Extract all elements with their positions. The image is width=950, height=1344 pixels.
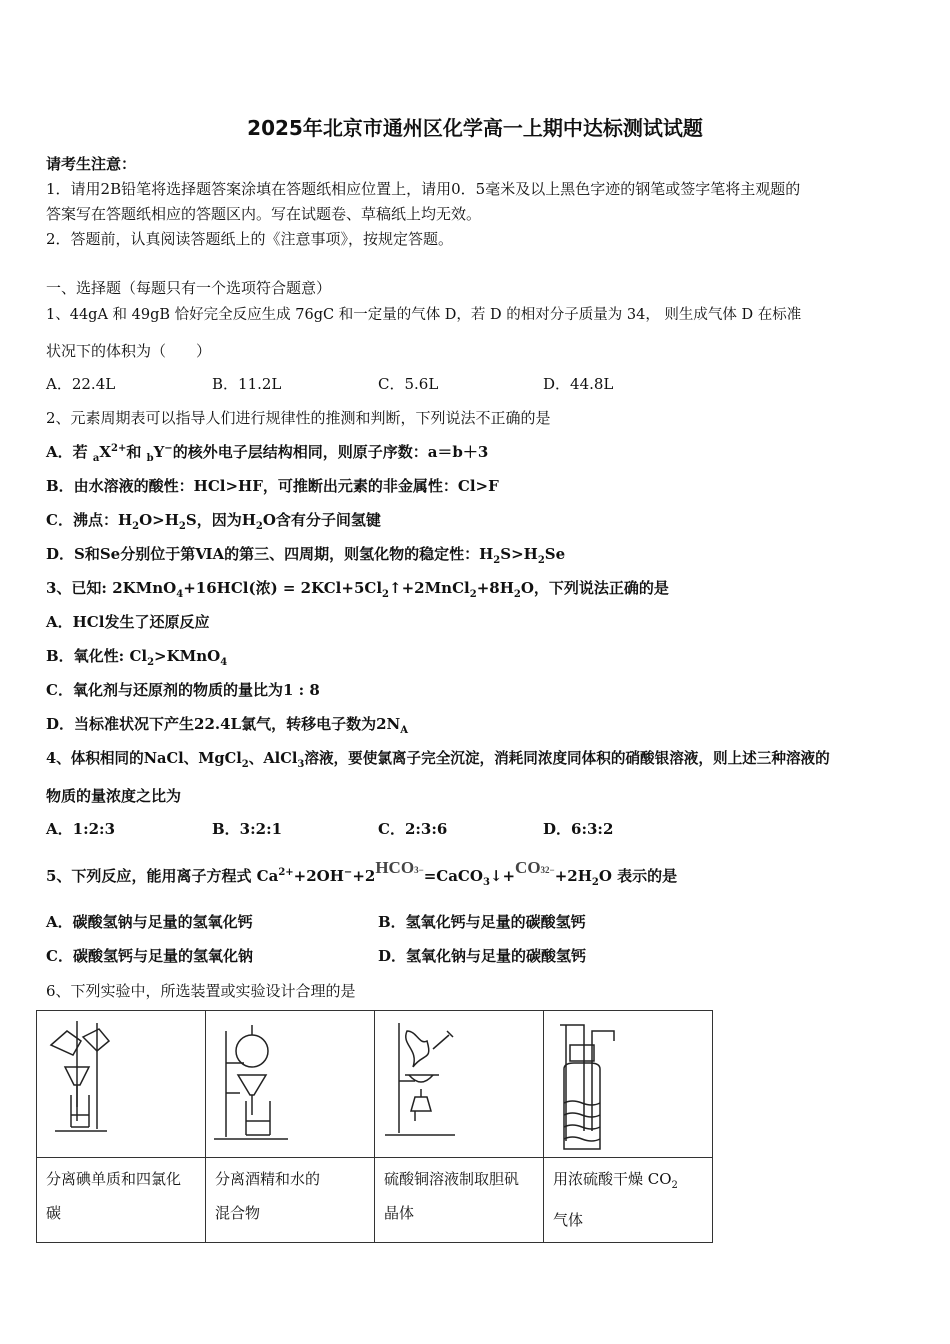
q4-option-c[interactable]: C．2:3:6: [378, 820, 448, 838]
q4-sub-2: 2: [241, 758, 249, 770]
q2-c-post: O含有分子间氢键: [262, 511, 381, 529]
q3-stem-m3: +8H: [476, 579, 514, 597]
q4-stem-b: 物质的量浓度之比为: [46, 787, 182, 805]
section-heading: 一、选择题（每题只有一个选项符合题意）: [46, 279, 332, 297]
q2-stem: 2、元素周期表可以指导人们进行规律性的推测和判断，下列说法不正确的是: [46, 409, 551, 427]
q4-option-d[interactable]: D．6:3:2: [543, 820, 614, 838]
q5-oh-charge: −: [343, 867, 353, 878]
notice-item-1a: 1．请用2B铅笔将选择题答案涂填在答题纸相应位置上，请用0．5毫米及以上黑色字迹的钢笔或签字笔将主观题的: [46, 180, 801, 198]
notice-item-2: 2．答题前，认真阅读答题纸上的《注意事项》，按规定答题。: [46, 230, 454, 248]
q5-m2: +2: [352, 867, 376, 885]
q6-caption-3-line1: 硫酸铜溶液制取胆矾: [384, 1170, 520, 1188]
q5-m5-sub: 2: [591, 877, 599, 888]
q5-option-b[interactable]: B．氢氧化钙与足量的碳酸氢钙: [378, 913, 586, 931]
q6-caption-2-line1: 分离酒精和水的: [215, 1170, 321, 1188]
q6-caption-4-line2: 气体: [553, 1211, 584, 1229]
q2-c-mid2: S，因为H: [185, 511, 256, 529]
q5-m3-sub: 3: [482, 877, 490, 888]
q3-sub-2a: 2: [382, 589, 389, 600]
q6-caption-4-sub: 2: [671, 1180, 678, 1191]
q2-d-post: Se: [544, 545, 566, 563]
q6-cell-image-4[interactable]: [544, 1011, 713, 1158]
q3-option-d[interactable]: [46, 713, 408, 736]
q2-option-a[interactable]: [46, 441, 488, 464]
q4-stem-post: 溶液，要使氯离子完全沉淀，消耗同浓度同体积的硝酸银溶液，则上述三种溶液的: [304, 750, 830, 767]
q3-d-pre: D．当标准状况下产生22.4L氯气，转移电子数为2N: [46, 715, 401, 733]
q2-option-d[interactable]: [46, 543, 565, 566]
q5-hco3-sub: 3: [414, 865, 419, 875]
q3-d-sub: A: [400, 725, 409, 736]
q5-carbonate-ion: [515, 858, 555, 877]
q3-stem-m1: +16HCl(浓) = 2KCl+5Cl: [183, 579, 383, 597]
q2-c-sub-1: 2: [132, 521, 140, 532]
q6-caption-1: [37, 1158, 206, 1243]
q2-c-mid: O>H: [139, 511, 179, 529]
q2-a-x-charge: 2+: [111, 443, 127, 454]
q4-option-a[interactable]: A．1:2:3: [46, 820, 116, 838]
q5-option-c[interactable]: C．碳酸氢钙与足量的氢氧化钠: [46, 947, 253, 965]
q3-stem: [46, 577, 669, 600]
q2-a-y-charge: −: [164, 443, 173, 454]
q2-a-pre: A．若: [46, 443, 93, 461]
q4-stem-pre: 4、体积相同的NaCl、MgCl: [46, 750, 242, 767]
q3-option-c[interactable]: C．氧化剂与还原剂的物质的量比为1 : 8: [46, 681, 320, 699]
separatory-funnel-icon: [206, 1011, 374, 1157]
q6-caption-2: [206, 1158, 375, 1243]
q3-option-b[interactable]: [46, 645, 227, 668]
q6-caption-4: [544, 1158, 713, 1243]
q2-a-and: 和: [126, 443, 147, 461]
q4-stem-mid: 、AlCl: [248, 750, 298, 767]
q2-c-sub-2: 2: [178, 521, 186, 532]
q1-option-c[interactable]: C．5.6L: [378, 375, 439, 393]
notice-heading: 请考生注意：: [46, 155, 137, 173]
q6-caption-3-line2: 晶体: [384, 1204, 415, 1222]
q3-stem-m2: ↑+2MnCl: [389, 579, 470, 597]
q5-stem: [46, 858, 678, 888]
q2-a-x: X: [99, 443, 111, 461]
q3-stem-pre: 3、已知: 2KMnO: [46, 579, 177, 597]
q3-b-mid: >KMnO: [154, 647, 221, 665]
q3-sub-2c: 2: [513, 589, 521, 600]
q2-a-number: a: [92, 453, 100, 464]
q1-stem-b: 状况下的体积为（ ）: [46, 342, 212, 360]
q6-caption-1-line1: 分离碘单质和四氯化: [46, 1170, 182, 1188]
q2-option-c[interactable]: [46, 509, 381, 532]
q2-c-pre: C．沸点：H: [46, 511, 133, 529]
q4-stem-a: [46, 747, 830, 770]
q2-a-post: 的核外电子层结构相同，则原子序数：a＝b＋3: [172, 443, 489, 461]
q3-b-pre: B．氧化性: Cl: [46, 647, 148, 665]
q6-caption-4-text: 用浓硫酸干燥 CO: [553, 1170, 672, 1188]
q4-option-b[interactable]: B．3:2:1: [212, 820, 283, 838]
notice-item-1b: 答案写在答题纸相应的答题区内。写在试题卷、草稿纸上均无效。: [46, 205, 482, 223]
q5-hco3-sup: −: [418, 865, 424, 875]
q5-option-d[interactable]: D．氢氧化钠与足量的碳酸氢钙: [378, 947, 587, 965]
q6-apparatus-table: [36, 1010, 713, 1243]
q6-caption-3: [375, 1158, 544, 1243]
q6-cell-image-3[interactable]: [375, 1011, 544, 1158]
q5-m4: ↓+: [489, 867, 516, 885]
q3-b-sub-2: 2: [147, 657, 155, 668]
q5-co3: CO: [515, 858, 541, 877]
q5-m1: +2OH: [293, 867, 344, 885]
q3-stem-post: O，下列说法正确的是: [520, 579, 669, 597]
page-title: 2025年北京市通州区化学高一上期中达标测试试题: [247, 116, 703, 140]
q5-bicarbonate-ion: [375, 858, 423, 877]
evaporating-dish-icon: [375, 1011, 543, 1157]
q2-c-sub-3: 2: [255, 521, 263, 532]
filtration-apparatus-icon: [37, 1011, 205, 1157]
q5-stem-post: O 表示的是: [598, 867, 678, 885]
q5-option-a[interactable]: A．碳酸氢钠与足量的氢氧化钙: [46, 913, 253, 931]
q2-b-number: b: [146, 453, 154, 464]
q5-m3: =CaCO: [423, 867, 483, 885]
q2-d-sub-2: 2: [537, 555, 545, 566]
q3-option-a[interactable]: A．HCl发生了还原反应: [46, 613, 210, 631]
q2-d-sub-1: 2: [493, 555, 501, 566]
q1-option-b[interactable]: B．11.2L: [212, 375, 282, 393]
q3-sub-4: 4: [176, 589, 184, 600]
q1-stem-a: 1、44gA 和 49gB 恰好完全反应生成 76gC 和一定量的气体 D，若 D 的相对分子质量为 34， 则生成气体 D 在标准: [46, 307, 802, 323]
q5-hco3: HCO: [375, 858, 415, 877]
q2-option-b[interactable]: B．由水溶液的酸性：HCl>HF，可推断出元素的非金属性：Cl>F: [46, 477, 499, 495]
q2-d-pre: D．S和Se分别位于第ⅥA的第三、四周期，则氢化物的稳定性：H: [46, 545, 494, 563]
q1-option-d[interactable]: D．44.8L: [543, 375, 614, 393]
q6-caption-4-line1: [553, 1162, 704, 1203]
q6-caption-1-line2: 碳: [46, 1204, 62, 1222]
q5-co3-sub: 3: [540, 865, 546, 875]
q6-stem: 6、下列实验中，所选装置或实验设计合理的是: [46, 982, 356, 1000]
q1-option-a[interactable]: A．22.4L: [46, 375, 116, 393]
q2-a-y: Y: [153, 443, 165, 461]
q3-b-sub-4: 4: [220, 657, 228, 668]
q3-sub-2b: 2: [469, 589, 477, 600]
q2-d-mid: S>H: [500, 545, 538, 563]
q6-cell-image-2[interactable]: [206, 1011, 375, 1158]
q6-cell-image-1[interactable]: [37, 1011, 206, 1158]
gas-washing-bottle-icon: [544, 1011, 712, 1157]
q5-ca-charge: 2+: [278, 867, 294, 878]
q6-caption-2-line2: 混合物: [215, 1204, 261, 1222]
q4-sub-3: 3: [297, 758, 305, 770]
q5-m5: +2H: [554, 867, 592, 885]
q5-co3-sup: 2−: [545, 865, 555, 875]
q5-stem-pre: 5、下列反应，能用离子方程式 Ca: [46, 867, 279, 885]
